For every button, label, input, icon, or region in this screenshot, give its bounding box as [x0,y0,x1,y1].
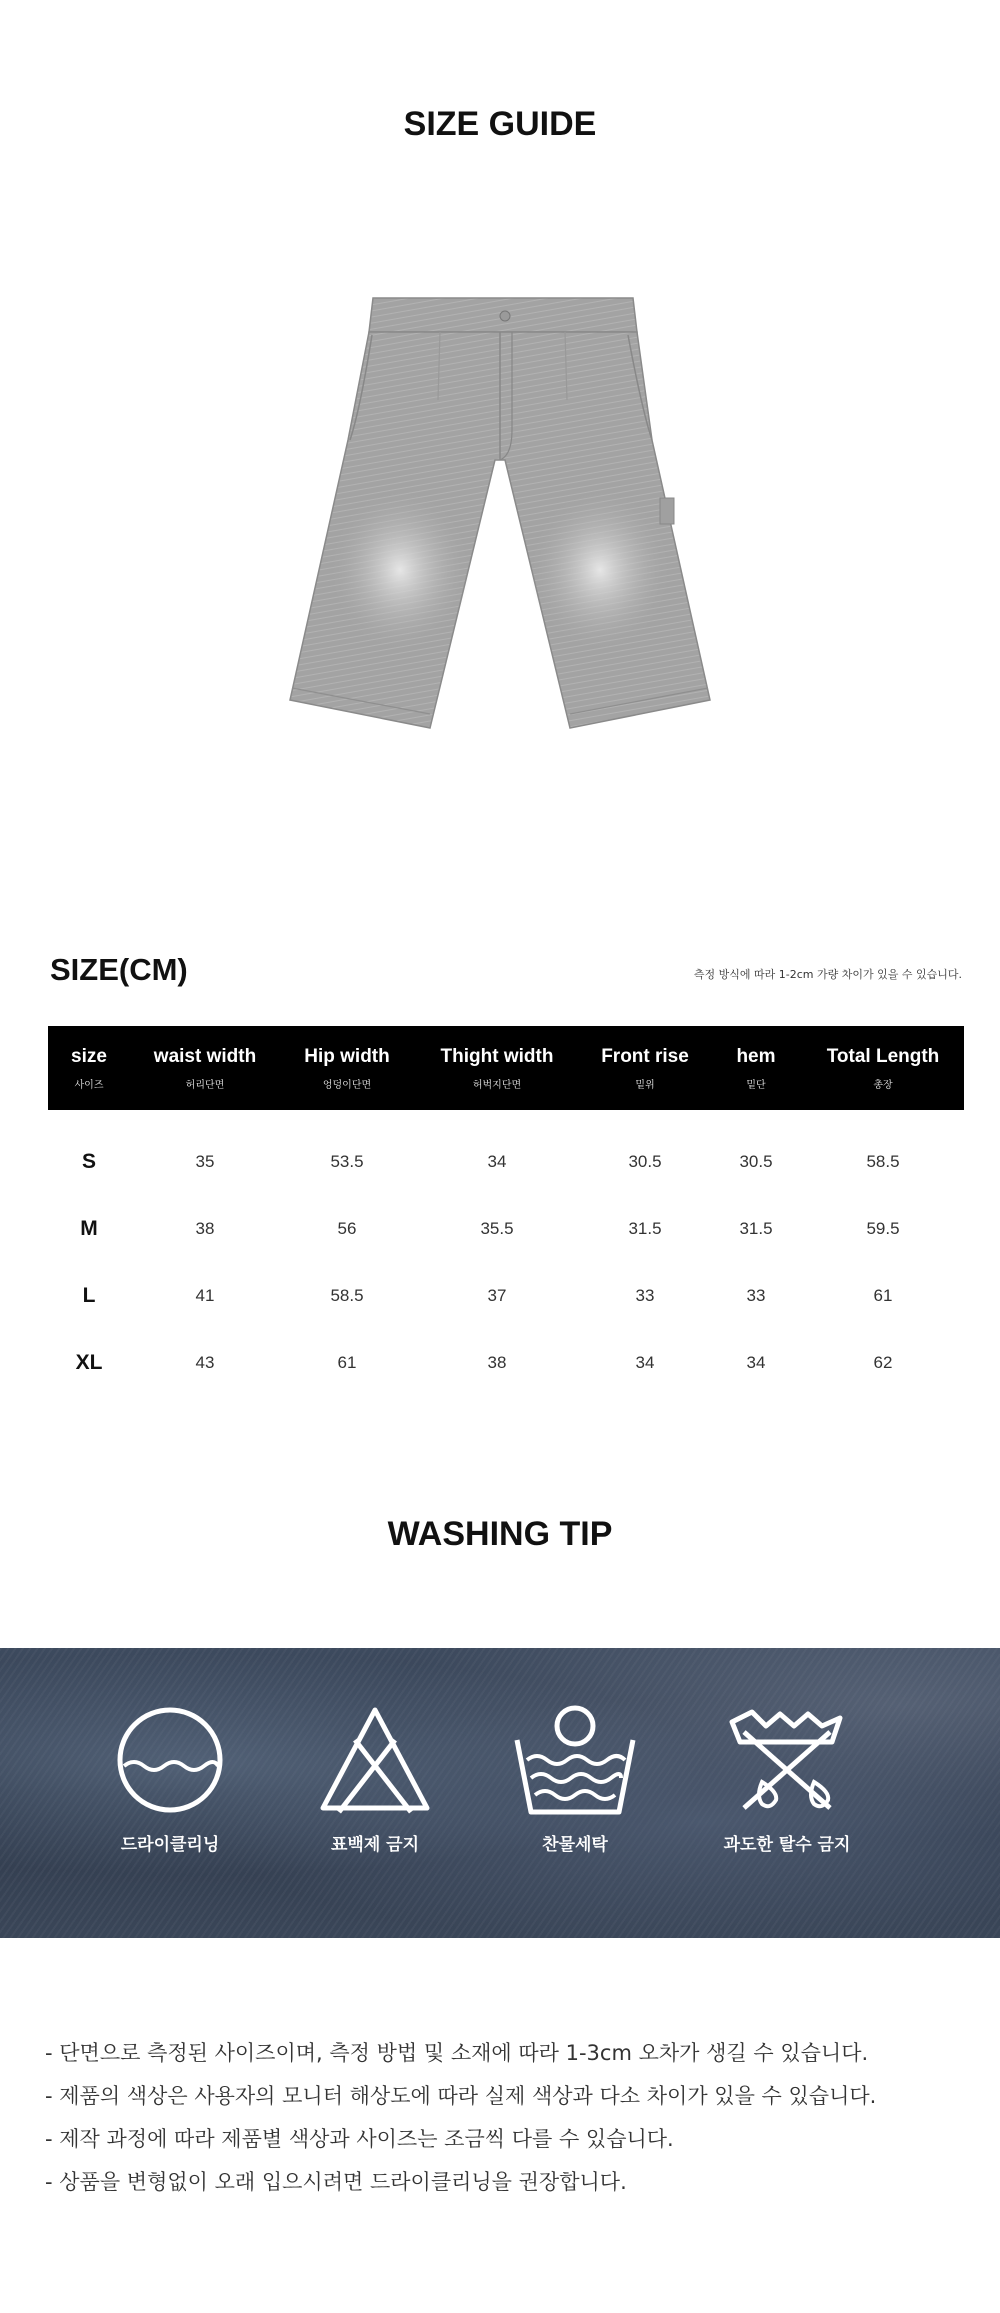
size-table-heading: SIZE(CM) [50,952,188,987]
table-cell: 61 [873,1285,893,1305]
table-cell: 33 [635,1285,655,1305]
table-cell: 37 [487,1285,507,1305]
note-item: - 제작 과정에 따라 제품별 색상과 사이즈는 조금씩 다를 수 있습니다. [45,2127,674,2151]
note-item: - 제품의 색상은 사용자의 모니터 해상도에 따라 실제 색상과 다소 차이가 있을 수 있습니다. [45,2084,877,2108]
no-wring-icon [722,1700,852,1820]
washing-tip-band [0,1648,1000,1938]
header-waist: waist width 허리단면 [153,1045,257,1091]
wash-label: 과도한 탈수 금지 [723,1835,851,1855]
note-item: - 상품을 변형없이 오래 입으시려면 드라이클리닝을 권장합니다. [45,2170,627,2194]
wash-label: 찬물세탁 [542,1835,608,1855]
no-bleach-icon [315,1700,435,1820]
size-table-header [48,1026,964,1110]
size-table [48,1026,964,1396]
washing-tip-title: WASHING TIP [387,1515,613,1553]
wash-item-dry-clean [80,1700,260,1855]
table-cell: 62 [873,1352,893,1372]
header-total-length: Total Length 총장 [826,1045,940,1091]
table-cell: 53.5 [330,1151,364,1171]
table-row [48,1329,964,1396]
product-notes [45,2032,965,2204]
table-cell: 61 [337,1352,357,1372]
table-cell: 30.5 [739,1151,773,1171]
table-cell: 41 [195,1285,215,1305]
table-row [48,1128,964,1195]
wash-item-cold-wash [485,1700,665,1855]
table-cell: 35 [195,1151,215,1171]
wash-item-no-wring [697,1700,877,1855]
table-cell: 31.5 [739,1218,773,1238]
table-cell: 38 [195,1218,215,1238]
size-cell: S [81,1149,96,1173]
size-guide-title: SIZE GUIDE [403,105,597,143]
table-cell: 34 [635,1352,655,1372]
wash-item-no-bleach [285,1700,465,1855]
table-cell: 58.5 [866,1151,900,1171]
measurement-note: 측정 방식에 따라 1-2cm 가량 차이가 있을 수 있습니다. [693,968,962,981]
cold-wash-icon [505,1700,645,1820]
table-cell: 43 [195,1352,215,1372]
table-cell: 59.5 [866,1218,900,1238]
wash-label: 드라이클리닝 [120,1835,220,1855]
header-thigh: Thight width 허벅지단면 [440,1045,554,1091]
table-cell: 58.5 [330,1285,364,1305]
table-cell: 56 [337,1218,357,1238]
table-cell: 33 [746,1285,766,1305]
header-hem: hem 밑단 [736,1045,776,1091]
note-item: - 단면으로 측정된 사이즈이며, 측정 방법 및 소재에 따라 1-3cm 오차가 생길 수 있습니다. [45,2041,869,2065]
table-cell: 31.5 [628,1218,662,1238]
header-size: size 사이즈 [71,1045,107,1091]
table-cell: 34 [746,1352,766,1372]
header-hip: Hip width 엉덩이단면 [304,1045,390,1091]
table-cell: 30.5 [628,1151,662,1171]
dry-clean-icon [110,1700,230,1820]
denim-shorts-image [280,290,720,750]
table-cell: 35.5 [480,1218,514,1238]
size-cell: L [82,1283,96,1307]
table-row [48,1262,964,1329]
size-cell: M [80,1216,98,1240]
table-row [48,1195,964,1262]
table-cell: 34 [487,1151,507,1171]
wash-label: 표백제 금지 [330,1835,420,1855]
size-cell: XL [75,1350,103,1374]
table-cell: 38 [487,1352,507,1372]
header-front-rise: Front rise 밑위 [601,1045,689,1091]
